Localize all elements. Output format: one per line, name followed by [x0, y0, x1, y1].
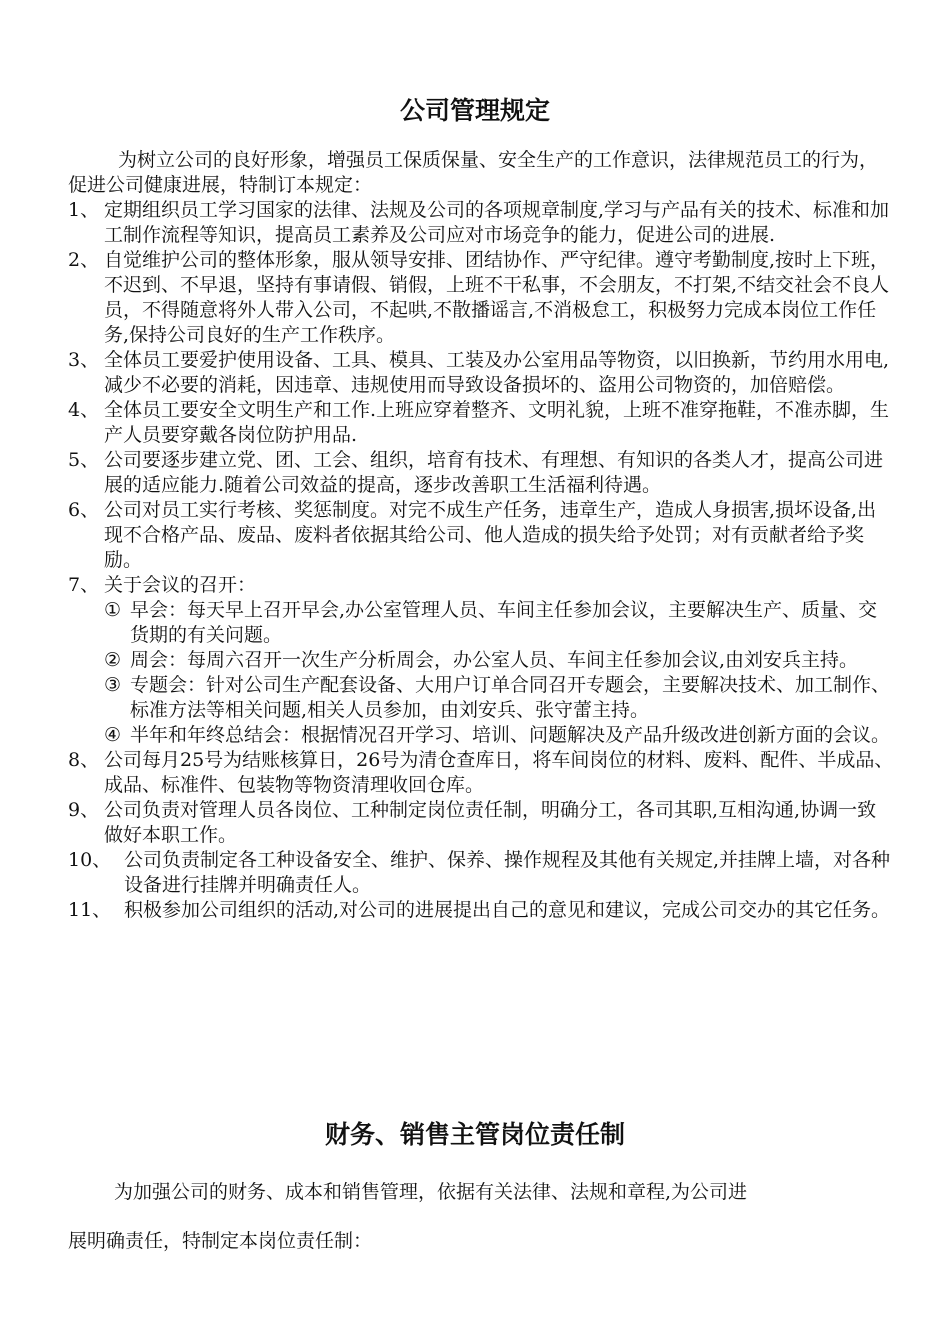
sub-item-text: 周会：每周六召开一次生产分析周会，办公室人员、车间主任参加会议,由刘安兵主持。 [130, 649, 859, 671]
document-title: 公司管理规定 [399, 96, 550, 125]
item-text: 公司负责制定各工种设备安全、维护、保养、操作规程及其他有关规定,并挂牌上墙，对各种设备进行挂牌并明确责任人。 [124, 849, 891, 896]
item-number: 4、 [68, 399, 100, 421]
sub-item-text: 半年和年终总结会：根据情况召开学习、培训、问题解决及产品升级改进创新方面的会议。 [130, 724, 891, 746]
item-number: 2、 [68, 249, 100, 271]
item-text: 积极参加公司组织的活动,对公司的进展提出自己的意见和建议，完成公司交办的其它任务。 [124, 899, 891, 921]
sub-item-text: 专题会：针对公司生产配套设备、大用户订单合同召开专题会，主要解决技术、加工制作、标准方法等相关问题,相关人员参加，由刘安兵、张守蕾主持。 [130, 674, 891, 721]
item-text: 定期组织员工学习国家的法律、法规及公司的各项规章制度,学习与产品有关的技术、标准和加工制作流程等知识，提高员工素养及公司应对市场竞争的能力，促进公司的进展. [104, 199, 890, 246]
regulation-body [68, 148, 894, 923]
item-text: 公司对员工实行考核、奖惩制度。对完不成生产任务，违章生产，造成人身损害,损坏设备,出现不合格产品、废品、废料者依据其给公司、他人造成的损失给予处罚；对有贡献者给予奖励。 [104, 499, 877, 571]
list-item [68, 348, 894, 398]
item-number: 7、 [68, 574, 100, 596]
list-item [68, 748, 894, 798]
sub-item [104, 598, 894, 648]
sub-item-number: ③ [104, 674, 122, 696]
item-text: 全体员工要安全文明生产和工作.上班应穿着整齐、文明礼貌，上班不准穿拖鞋，不准赤脚，生产人员要穿戴各岗位防护用品. [104, 399, 890, 446]
list-item [68, 898, 894, 923]
item-text: 公司每月25号为结账核算日，26号为清仓查库日，将车间岗位的材料、废料、配件、半成品、成品、标准件、包装物等物资清理收回仓库。 [104, 749, 894, 796]
list-item [68, 398, 894, 448]
list-item [68, 498, 894, 573]
sub-item [104, 673, 894, 723]
item-text: 关于会议的召开： [104, 574, 257, 596]
section-intro-line: 展明确责任，特制定本岗位责任制： [68, 1230, 373, 1252]
section-intro-paragraph [68, 1180, 894, 1254]
list-item [68, 573, 894, 598]
item-text: 公司负责对管理人员各岗位、工种制定岗位责任制，明确分工，各司其职,互相沟通,协调一致做好本职工作。 [104, 799, 877, 846]
list-item [68, 198, 894, 248]
list-item [68, 848, 894, 898]
list-item [68, 448, 894, 498]
item-number: 11、 [68, 899, 112, 921]
list-item [68, 248, 894, 348]
item-number: 10、 [68, 849, 112, 871]
item-number: 9、 [68, 799, 100, 821]
sub-item-number: ④ [104, 724, 122, 746]
section-title: 财务、销售主管岗位责任制 [324, 1120, 625, 1149]
item-number: 6、 [68, 499, 100, 521]
item-text: 自觉维护公司的整体形象，服从领导安排、团结协作、严守纪律。遵守考勤制度,按时上下班，不迟到、不早退，坚持有事请假、销假，上班不干私事，不会朋友，不打架,不结交社会不良人员，不得随意将外人带入公司，不起哄,不散播谣言,不消极怠工，积极努力完成本岗位工作任务,保持公司良好的生产工作秩序。 [104, 249, 890, 346]
intro-paragraph: 为树立公司的良好形象，增强员工保质保量、安全生产的工作意识，法律规范员工的行为，促进公司健康进展，特制订本规定： [68, 149, 879, 196]
item-text: 公司要逐步建立党、团、工会、组织，培育有技术、有理想、有知识的各类人才，提高公司进展的适应能力.随着公司效益的提高，逐步改善职工生活福利待遇。 [104, 449, 884, 496]
item-number: 5、 [68, 449, 100, 471]
sub-item [104, 723, 894, 748]
list-item [68, 798, 894, 848]
sub-item [104, 648, 894, 673]
section-intro-line: 为加强公司的财务、成本和销售管理，依据有关法律、法规和章程,为公司进 [114, 1181, 748, 1203]
sub-item-number: ① [104, 599, 122, 621]
item-number: 8、 [68, 749, 100, 771]
item-text: 全体员工要爱护使用设备、工具、模具、工装及办公室用品等物资，以旧换新，节约用水用电,减少不必要的消耗，因违章、违规使用而导致设备损坏的、盗用公司物资的，加倍赔偿。 [104, 349, 890, 396]
sub-item-text: 早会：每天早上召开早会,办公室管理人员、车间主任参加会议，主要解决生产、质量、交货期的有关问题。 [130, 599, 878, 646]
item-number: 3、 [68, 349, 100, 371]
sub-item-number: ② [104, 649, 122, 671]
item-number: 1、 [68, 199, 100, 221]
